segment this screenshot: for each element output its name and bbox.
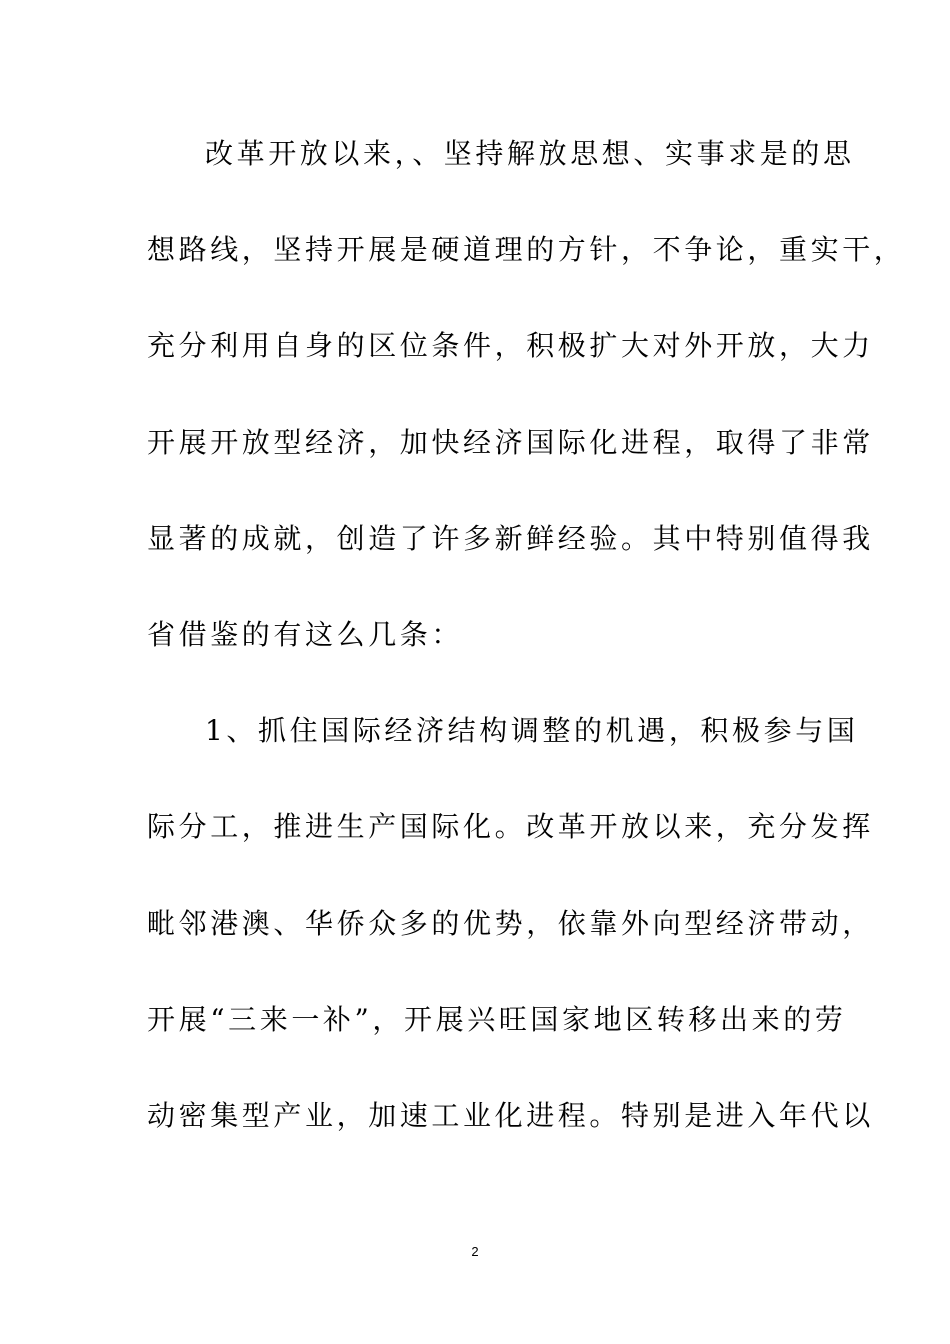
text-line: 充分利用自身的区位条件，积极扩大对外开放，大力	[147, 329, 874, 363]
text-line: 开展开放型经济，加快经济国际化进程，取得了非常	[147, 425, 874, 459]
body-text	[147, 126, 906, 1184]
text-line: 显著的成就，创造了许多新鲜经验。其中特别值得我	[147, 521, 874, 555]
text-line: 毗邻港澳、华侨众多的优势，依靠外向型经济带动，	[147, 906, 874, 940]
text-line: 想路线，坚持开展是硬道理的方针，不争论，重实干，	[147, 233, 906, 267]
text-line: 改革开放以来，、坚持解放思想、实事求是的思	[205, 137, 855, 170]
text-line: 1、抓住国际经济结构调整的机遇，积极参与国	[205, 714, 859, 748]
text-line: 际分工，推进生产国际化。改革开放以来，充分发挥	[147, 810, 874, 844]
text-line: 动密集型产业，加速工业化进程。特别是进入年代以	[147, 1098, 874, 1132]
page-number: 2	[471, 1244, 479, 1259]
text-line: 省借鉴的有这么几条：	[147, 617, 464, 651]
text-line: 开展“三来一补”，开展兴旺国家地区转移出来的劳	[147, 1002, 847, 1036]
